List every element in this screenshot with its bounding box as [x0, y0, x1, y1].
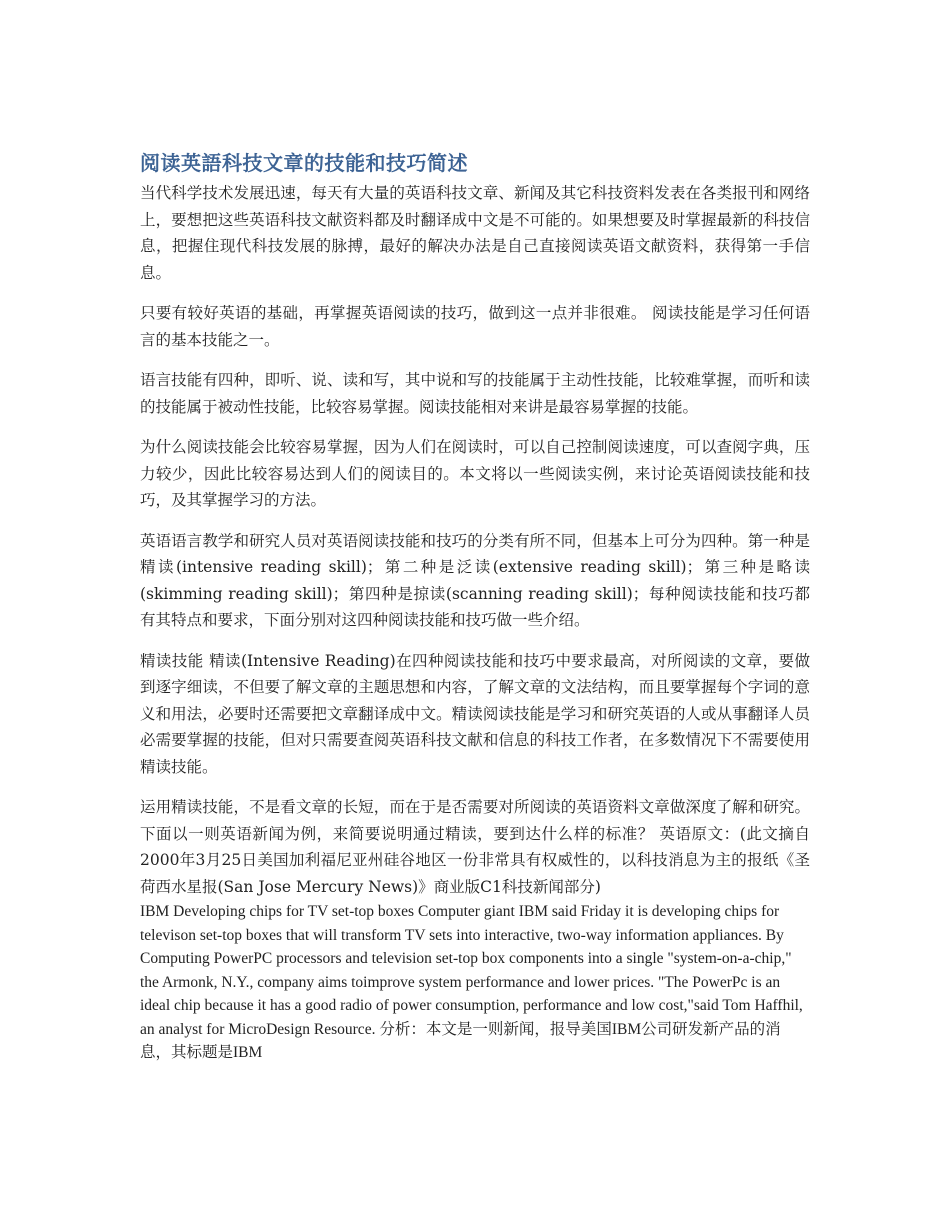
paragraph-example-intro: 运用精读技能，不是看文章的长短，而在于是否需要对所阅读的英语资料文章做深度了解和研究。 下面以一则英语新闻为例，来简要说明通过精读，要到达什么样的标准？ 英语原文：(此文摘自2000年3月25日美国加利福尼亚州硅谷地区一份非常具有权威性的，以科技消息为主的报纸《圣荷西水星报(San Jose Mercury News)》商业版C1科技新闻部分): [140, 798, 810, 896]
document-title: 阅读英語科技文章的技能和技巧简述: [140, 151, 468, 175]
paragraph-intensive-reading: 精读技能 精读(Intensive Reading)在四种阅读技能和技巧中要求最高，对所阅读的文章，要做到逐字细读，不但要了解文章的主题思想和内容，了解文章的文法结构，而且要掌握每个字词的意义和用法，必要时还需要把文章翻译成中文。精读阅读技能是学习和研究英语的人或从事翻译人员必需要掌握的技能，但对只需要查阅英语科技文献和信息的科技工作者，在多数情况下不需要使用精读技能。: [140, 651, 810, 776]
paragraph-four-types: 英语语言教学和研究人员对英语阅读技能和技巧的分类有所不同，但基本上可分为四种。第一种是精读(intensive reading skill)；第二种是泛读(extensive reading skill)；第三种是略读(skimming reading skill)；第四种是掠读(scanning reading skill)；每种阅读技能和技巧都有其特点和要求，下面分别对这四种阅读技能和技巧做一些介绍。: [140, 531, 810, 629]
english-news-excerpt: IBM Developing chips for TV set-top boxes Computer giant IBM said Friday it is developing chips for televison set-top boxes that will transform TV sets into interactive, two-way information appliances. By Computing PowerPC processors and television set-top box components into a single "system-on-a-chip," the Armonk, N.Y., company aims toimprove system performance and lower prices. "The PowerPc is an ideal chip because it has a good radio of power consumption, performance and low cost,"said Tom Haffhil, an analyst for MicroDesign Resource. 分析：本文是一则新闻，报导美国IBM公司研发新产品的消息，其标题是IBM: [140, 903, 803, 1061]
document-page: [140, 150, 810, 1065]
paragraph-language-skills: 语言技能有四种，即听、说、读和写，其中说和写的技能属于主动性技能，比较难掌握，而听和读的技能属于被动性技能，比较容易掌握。阅读技能相对来讲是最容易掌握的技能。: [140, 371, 810, 416]
paragraph-why-easy: 为什么阅读技能会比较容易掌握，因为人们在阅读时，可以自己控制阅读速度，可以查阅字典，压力较少，因此比较容易达到人们的阅读目的。本文将以一些阅读实例，来讨论英语阅读技能和技巧，及其掌握学习的方法。: [140, 438, 810, 509]
paragraph-reading-skill: 只要有较好英语的基础，再掌握英语阅读的技巧，做到这一点并非很难。 阅读技能是学习任何语言的基本技能之一。: [140, 304, 810, 349]
paragraph-intro: 当代科学技术发展迅速，每天有大量的英语科技文章、新闻及其它科技资料发表在各类报刊和网络上，要想把这些英语科技文献资料都及时翻译成中文是不可能的。如果想要及时掌握最新的科技信息，把握住现代科技发展的脉搏，最好的解决办法是自己直接阅读英语文献资料，获得第一手信息。: [140, 184, 810, 282]
